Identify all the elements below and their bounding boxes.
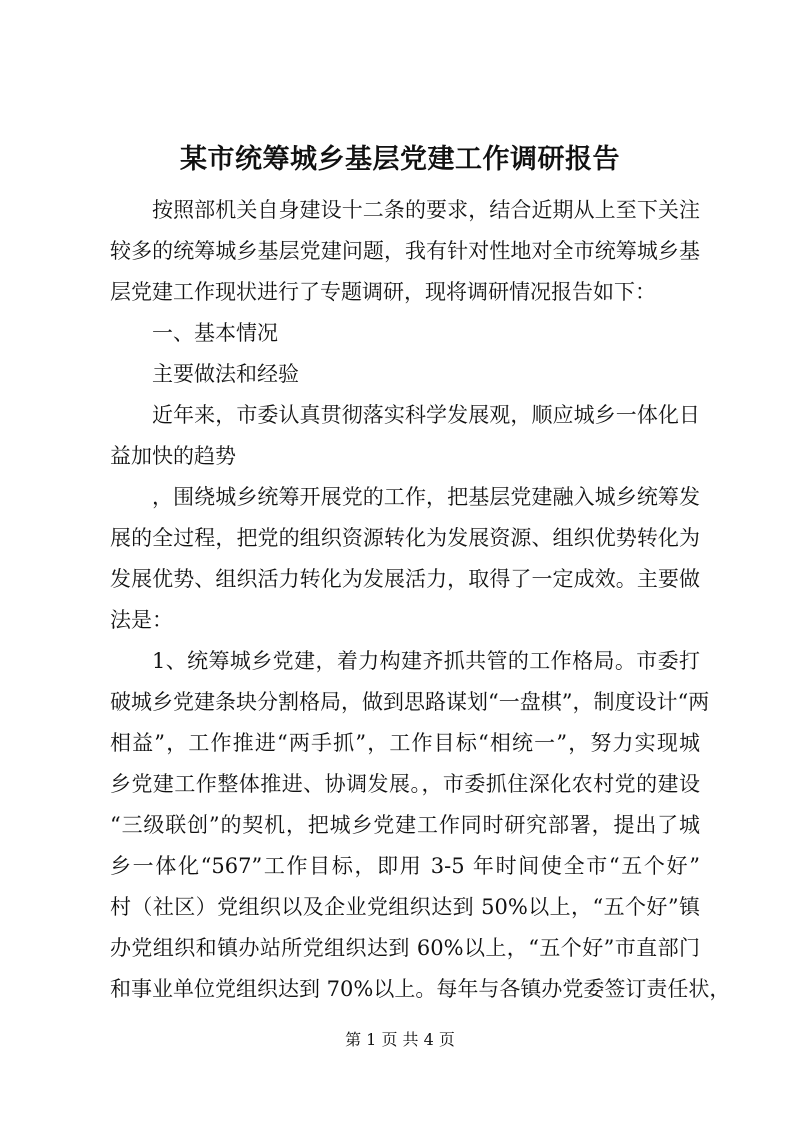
paragraph-line: 发展优势、组织活力转化为发展活力，取得了一定成效。主要做 <box>110 567 700 591</box>
page-number-footer: 第 1 页 共 4 页 <box>345 1030 455 1049</box>
paragraph-line: 乡党建工作整体推进、协调发展。，市委抓住深化农村党的建设 <box>110 772 700 796</box>
paragraph-line: ，围绕城乡统筹开展党的工作，把基层党建融入城乡统筹发 <box>152 485 700 509</box>
section-heading: 一、基本情况 <box>152 321 278 345</box>
paragraph-line: 乡一体化“567”工作目标，即用 3-5 年时间使全市“五个好” <box>110 854 700 878</box>
paragraph-line: 1、统筹城乡党建，着力构建齐抓共管的工作格局。市委打 <box>152 649 700 673</box>
paragraph-line: 办党组织和镇办站所党组织达到 60%以上，“五个好”市直部门 <box>110 936 700 960</box>
paragraph-line: 展的全过程，把党的组织资源转化为发展资源、组织优势转化为 <box>110 526 700 550</box>
paragraph-line: “三级联创”的契机，把城乡党建工作同时研究部署，提出了城 <box>110 813 700 837</box>
paragraph-line: 破城乡党建条块分割格局，做到思路谋划“一盘棋”，制度设计“两 <box>110 690 710 714</box>
paragraph-line: 近年来，市委认真贯彻落实科学发展观，顺应城乡一体化日 <box>152 403 700 427</box>
subsection-heading: 主要做法和经验 <box>152 362 299 386</box>
paragraph-line: 相益”，工作推进“两手抓”，工作目标“相统一”，努力实现城 <box>110 731 700 755</box>
paragraph-line: 法是： <box>110 608 173 632</box>
paragraph-line: 村（社区）党组织以及企业党组织达到 50%以上，“五个好”镇 <box>110 895 700 919</box>
paragraph-line: 层党建工作现状进行了专题调研，现将调研情况报告如下： <box>110 280 656 304</box>
paragraph-line: 按照部机关自身建设十二条的要求，结合近期从上至下关注 <box>152 198 700 222</box>
paragraph-line: 和事业单位党组织达到 70%以上。每年与各镇办党委签订责任状， <box>110 977 731 1001</box>
paragraph-line: 益加快的趋势 <box>110 444 236 468</box>
paragraph-line: 较多的统筹城乡基层党建问题，我有针对性地对全市统筹城乡基 <box>110 239 700 263</box>
document-title: 某市统筹城乡基层党建工作调研报告 <box>180 144 620 175</box>
